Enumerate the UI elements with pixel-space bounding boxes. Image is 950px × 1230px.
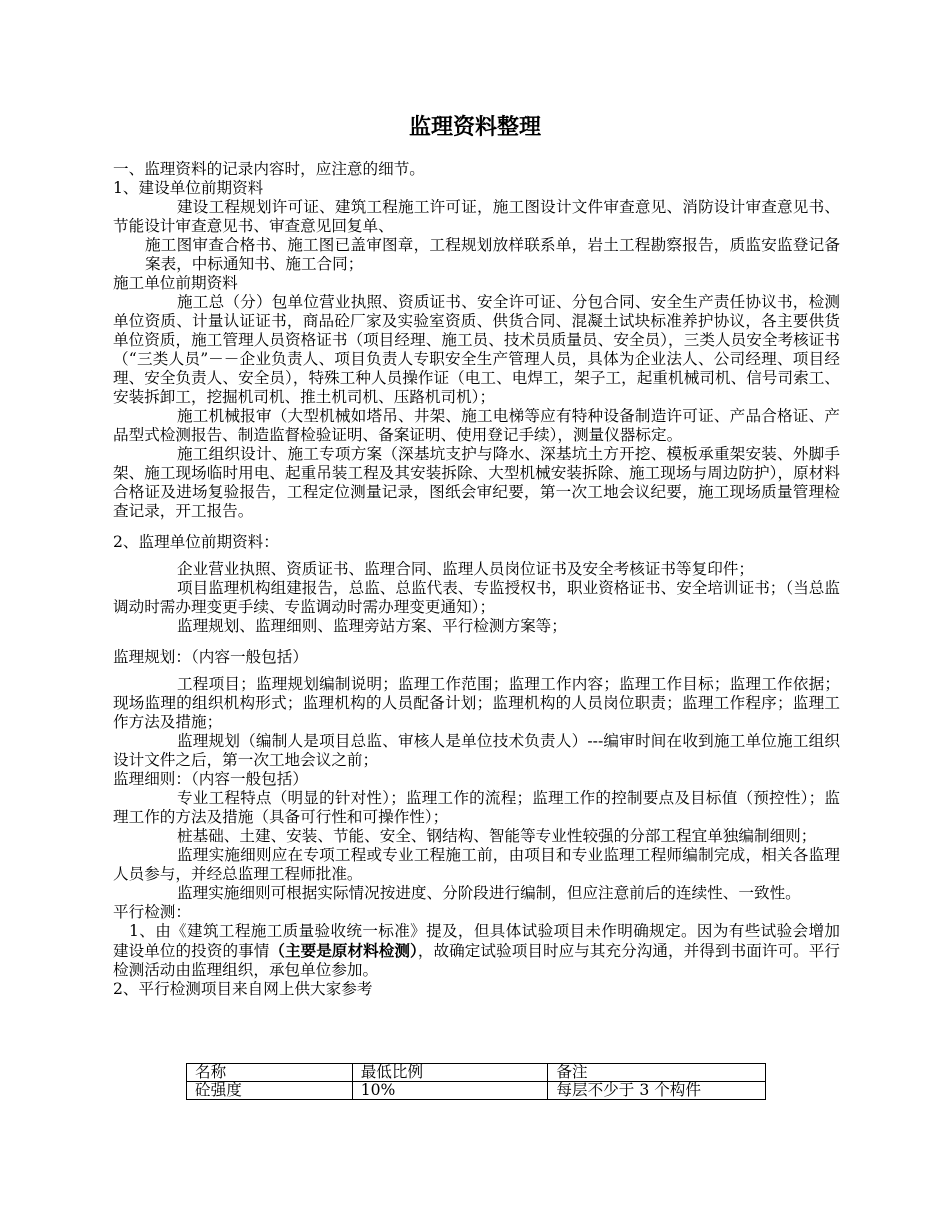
rules-para2: 桩基础、土建、安装、节能、安全、钢结构、智能等专业性较强的分部工程宜单独编制细则； xyxy=(177,827,817,845)
section1-sub1-para2: 施工图审查合格书、施工图已盖审图章，工程规划放样联系单，岩土工程勘察报告，质监安监登记备案表，中标通知书、施工合同； xyxy=(145,236,840,273)
parallel-para1-bold: （主要是原材料检测） xyxy=(269,941,418,960)
section2-heading: 2、监理单位前期资料： xyxy=(113,533,279,551)
plan-para2: 监理规划（编制人是项目总监、审核人是单位技术负责人）---编审时间在收到施工单位施工组织设计文件之后，第一次工地会议之前； xyxy=(113,732,840,769)
rules-para4: 监理实施细则可根据实际情况按进度、分阶段进行编制，但应注意前后的连续性、一致性。 xyxy=(177,884,801,902)
section1-sub1-para1: 建设工程规划许可证、建筑工程施工许可证，施工图设计文件审查意见、消防设计审查意见书、节能设计审查意见书、审查意见回复单、 xyxy=(113,198,840,235)
table-header-cell: 名称 xyxy=(187,1064,353,1082)
section2-para3: 监理规划、监理细则、监理旁站方案、平行检测方案等； xyxy=(177,617,567,635)
document-body xyxy=(113,160,840,999)
section2-para2: 项目监理机构组建报告，总监、总监代表、专监授权书，职业资格证书、安全培训证书；（当总监调动时需办理变更手续、专监调动时需办理变更通知）； xyxy=(113,579,840,616)
rules-para1: 专业工程特点（明显的针对性）；监理工作的流程；监理工作的控制要点及目标值（预控性）；监理工作的方法及措施（具备可行性和可操作性）； xyxy=(113,789,840,826)
plan-heading: 监理规划：（内容一般包括） xyxy=(113,648,308,666)
contractor-para2: 施工机械报审（大型机械如塔吊、井架、施工电梯等应有特种设备制造许可证、产品合格证、产品型式检测报告、制造监督检验证明、备案证明、使用登记手续），测量仪器标定。 xyxy=(113,407,840,444)
parallel-test-table xyxy=(186,1063,766,1100)
contractor-heading: 施工单位前期资料 xyxy=(113,274,238,292)
section1-sub1-heading: 1、建设单位前期资料 xyxy=(113,179,264,197)
rules-heading: 监理细则：（内容一般包括） xyxy=(113,770,308,788)
table-row xyxy=(187,1082,766,1100)
parallel-para1 xyxy=(113,922,840,980)
parallel-para1-text-b: ，故确定试验项目时应与其充分沟通，并得到书面许可。平行检测活动由监理组织，承包单位参加。 xyxy=(113,942,840,979)
table-header-row xyxy=(187,1064,766,1082)
parallel-para2: 2、平行检测项目来自网上供大家参考 xyxy=(113,980,373,998)
plan-para1: 工程项目；监理规划编制说明；监理工作范围；监理工作内容；监理工作目标；监理工作依据；现场监理的组织机构形式；监理机构的人员配备计划；监理机构的人员岗位职责；监理工作程序；监理工作方法及措施； xyxy=(113,675,840,731)
table-cell: 砼强度 xyxy=(187,1082,353,1100)
section1-heading: 一、监理资料的记录内容时，应注意的细节。 xyxy=(113,160,425,178)
contractor-para3: 施工组织设计、施工专项方案（深基坑支护与降水、深基坑土方开挖、模板承重架安装、外脚手架、施工现场临时用电、起重吊装工程及其安装拆除、大型机械安装拆除、施工现场与周边防护），原材料合格证及进场复验报告，工程定位测量记录，图纸会审纪要，第一次工地会议纪要，施工现场质量管理检查记录，开工报告。 xyxy=(113,445,840,520)
section2-para1: 企业营业执照、资质证书、监理合同、监理人员岗位证书及安全考核证书等复印件； xyxy=(177,560,754,578)
table-header-cell: 备注 xyxy=(548,1064,766,1082)
rules-para3: 监理实施细则应在专项工程或专业工程施工前，由项目和专业监理工程师编制完成，相关各监理人员参与，并经总监理工程师批准。 xyxy=(113,846,840,883)
table-header-cell: 最低比例 xyxy=(352,1064,548,1082)
contractor-para1: 施工总（分）包单位营业执照、资质证书、安全许可证、分包合同、安全生产责任协议书，检测单位资质、计量认证证书，商品砼厂家及实验室资质、供货合同、混凝土试块标准养护协议，各主要供货单位资质，施工管理人员资格证书（项目经理、施工员、技术员质量员、安全员），三类人员安全考核证书（“三类人员”－－企业负责人、项目负责人专职安全生产管理人员，具体为企业法人、公司经理、项目经理、安全负责人、安全员），特殊工种人员操作证（电工、电焊工，架子工，起重机械司机、信号司索工、安装拆卸工，挖掘机司机、推土机司机、压路机司机）； xyxy=(113,293,840,406)
parallel-para1-text-a: 1、由《建筑工程施工质量验收统一标准》提及，但具体试验项目未作明确规定。因为有些试验会增加建设单位的投资的事情 xyxy=(113,922,840,960)
parallel-heading: 平行检测： xyxy=(113,903,191,921)
table-cell: 10% xyxy=(352,1082,548,1100)
document-title: 监理资料整理 xyxy=(408,114,541,140)
table-cell: 每层不少于 3 个构件 xyxy=(548,1082,766,1100)
